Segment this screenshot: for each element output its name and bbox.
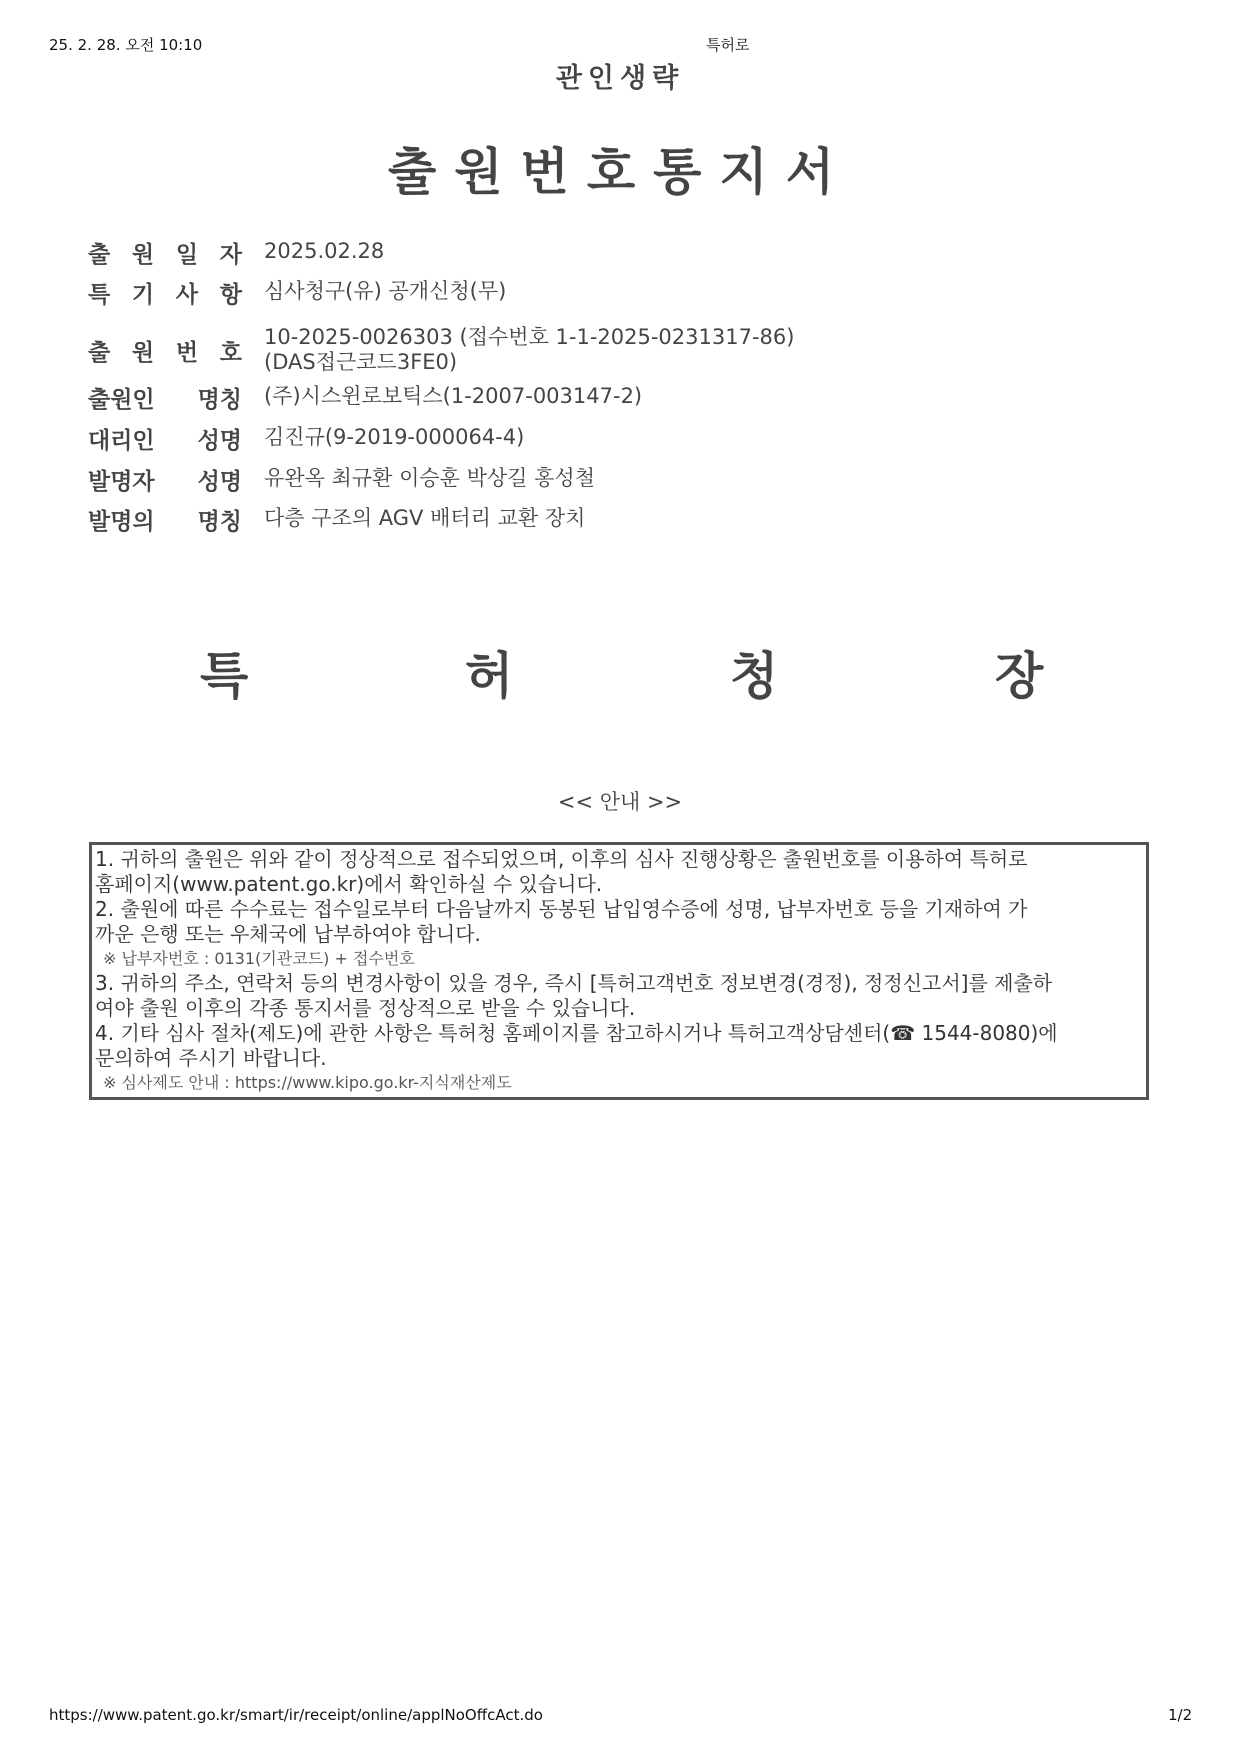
page-number: 1/2 (1168, 1706, 1193, 1724)
field-special-notes (88, 276, 1148, 322)
print-footer-url: https://www.patent.go.kr/smart/ir/receipt/online/applNoOffcAct.do (49, 1706, 543, 1724)
guide-item-3-line-1: 3. 귀하의 주소, 연락처 등의 변경사항이 있을 경우, 즉시 [특허고객번호 정보변경(경정), 정정신고서]를 제출하 (95, 971, 1053, 995)
field-label: 출원인 명칭 (88, 387, 242, 413)
field-label: 대리인 성명 (88, 428, 242, 454)
guide-box (89, 842, 1149, 1100)
field-agent-name (88, 422, 1148, 463)
document-title: 출원번호통지서 (387, 143, 853, 201)
agent-name-value: 김진규(9-2019-000064-4) (264, 425, 525, 449)
print-site-name: 특허로 (706, 36, 750, 54)
signature-char: 특 (200, 647, 249, 705)
field-invention-title (88, 503, 1148, 543)
guide-note-exam-system: ※ 심사제도 안내 : https://www.kipo.go.kr-지식재산제도 (103, 1073, 512, 1092)
field-inventor-names (88, 463, 1148, 503)
guide-note-payer-number: ※ 납부자번호 : 0131(기관코드) + 접수번호 (103, 949, 415, 968)
application-info (88, 236, 1148, 543)
invention-title-value: 다층 구조의 AGV 배터리 교환 장치 (264, 506, 586, 530)
field-label: 특 기 사 항 (88, 282, 242, 308)
signature-char: 허 (465, 647, 514, 705)
field-label: 발명의 명칭 (88, 509, 242, 535)
special-notes-value: 심사청구(유) 공개신청(무) (264, 279, 507, 303)
inventor-names-value: 유완옥 최규환 이승훈 박상길 홍성철 (264, 466, 595, 490)
field-label: 출 원 일 자 (88, 242, 242, 268)
guide-item-1-line-2: 홈페이지(www.patent.go.kr)에서 확인하실 수 있습니다. (95, 872, 603, 896)
field-application-number (88, 322, 1148, 378)
guide-item-2-line-1: 2. 출원에 따른 수수료는 접수일로부터 다음날까지 동봉된 납입영수증에 성명, 납부자번호 등을 기재하여 가 (95, 897, 1028, 921)
guide-item-2-line-2: 까운 은행 또는 우체국에 납부하여야 합니다. (95, 922, 481, 946)
guide-item-1-line-1: 1. 귀하의 출원은 위와 같이 정상적으로 접수되었으며, 이후의 심사 진행상황은 출원번호를 이용하여 특허로 (95, 847, 1028, 871)
field-applicant-name (88, 381, 1148, 422)
guide-item-4-line-1: 4. 기타 심사 절차(제도)에 관한 사항은 특허청 홈페이지를 참고하시거나 특허고객상담센터(☎ 1544-8080)에 (95, 1021, 1058, 1045)
print-datetime: 25. 2. 28. 오전 10:10 (49, 36, 203, 54)
guide-item-4-line-2: 문의하여 주시기 바랍니다. (95, 1046, 327, 1070)
field-filing-date (88, 236, 1148, 276)
applicant-name-value: (주)시스윈로보틱스(1-2007-003147-2) (264, 384, 643, 408)
field-label: 출 원 번 호 (88, 339, 242, 366)
application-number-value: 10-2025-0026303 (접수번호 1-1-2025-0231317-86) (DAS접근코드3FE0) (264, 325, 795, 374)
guide-heading: << 안내 >> (557, 790, 683, 814)
signature-char: 장 (995, 647, 1044, 705)
seal-omitted-label: 관인생략 (555, 63, 685, 94)
filing-date-value: 2025.02.28 (264, 239, 385, 263)
signature-char: 청 (730, 647, 779, 705)
guide-item-3-line-2: 여야 출원 이후의 각종 통지서를 정상적으로 받을 수 있습니다. (95, 996, 636, 1020)
field-label: 발명자 성명 (88, 469, 242, 495)
